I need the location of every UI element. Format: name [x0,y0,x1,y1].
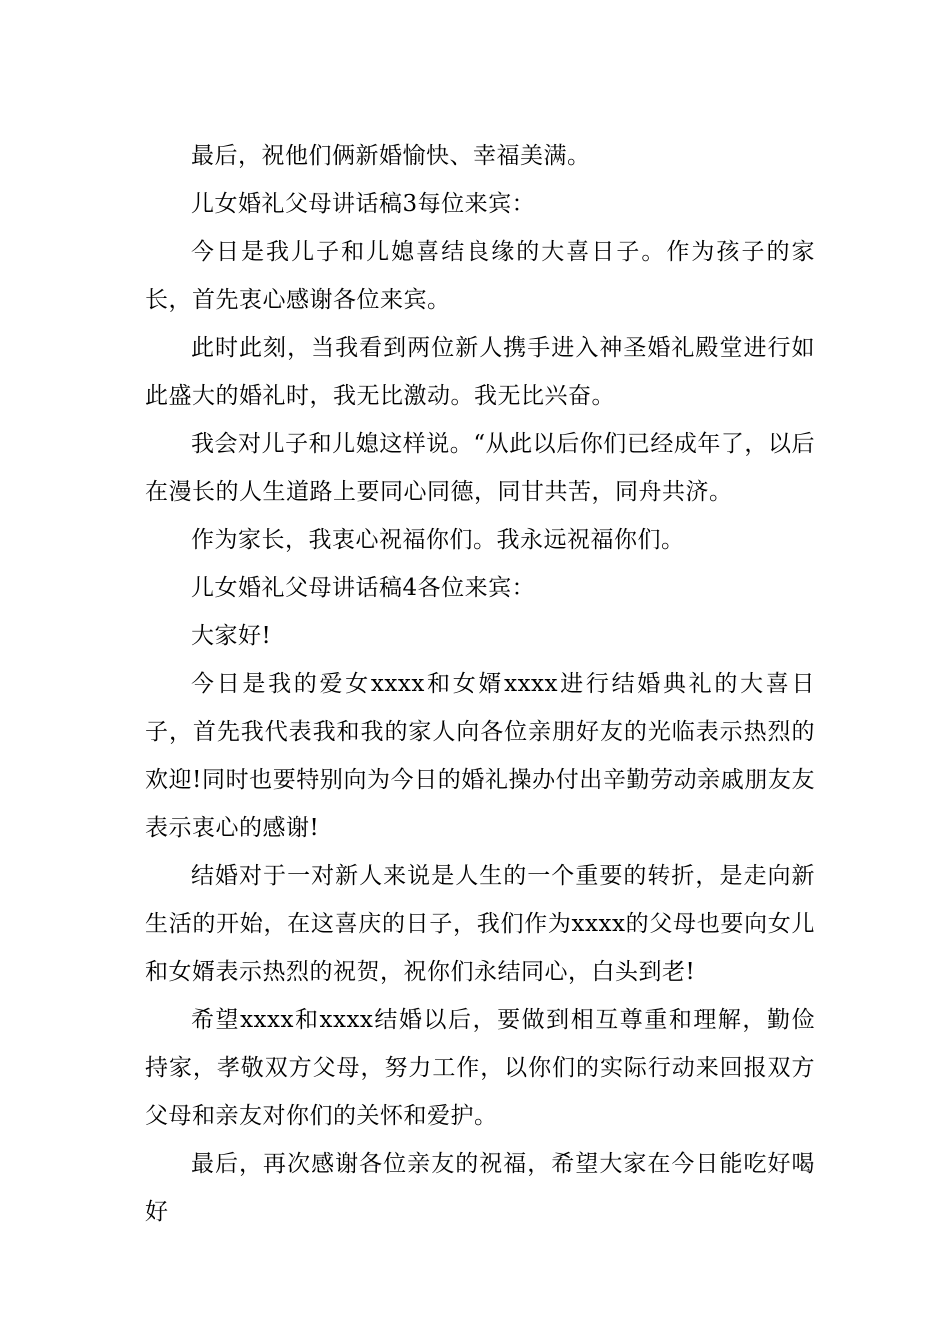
paragraph-speech-4-welcome: 今日是我的爱女xxxx和女婿xxxx进行结婚典礼的大喜日子，首先我代表我和我的家人向各位亲朋好友的光临表示热烈的欢迎!同时也要特别向为今日的婚礼操办付出辛勤劳动亲戚朋友友表示衷心的感谢! [145,671,815,841]
paragraph-speech-4-closing: 最后，再次感谢各位亲友的祝福，希望大家在今日能吃好喝好 [145,1151,815,1225]
paragraph-speech-4-hope: 希望xxxx和xxxx结婚以后，要做到相互尊重和理解，勤俭持家，孝敬双方父母，努力工作，以你们的实际行动来回报双方父母和亲友对你们的关怀和爱护。 [145,1007,815,1129]
paragraph-speech-3-opening: 今日是我儿子和儿媳喜结良缘的大喜日子。作为孩子的家长，首先衷心感谢各位来宾。 [145,239,815,313]
paragraph-closing-wish: 最后，祝他们俩新婚愉快、幸福美满。 [191,143,591,169]
paragraph-speech-3-blessing: 作为家长，我衷心祝福你们。我永远祝福你们。 [191,527,685,553]
paragraph-speech-4-marriage: 结婚对于一对新人来说是人生的一个重要的转折，是走向新生活的开始，在这喜庆的日子，我们作为xxxx的父母也要向女儿和女婿表示热烈的祝贺，祝你们永结同心，白头到老! [145,863,815,985]
paragraph-heading-speech-3: 儿女婚礼父母讲话稿3每位来宾： [191,191,536,217]
document-body [145,132,815,1236]
paragraph-greeting: 大家好! [191,623,272,649]
paragraph-heading-speech-4: 儿女婚礼父母讲话稿4各位来宾： [191,575,536,601]
paragraph-speech-3-moment: 此时此刻，当我看到两位新人携手进入神圣婚礼殿堂进行如此盛大的婚礼时，我无比激动。我无比兴奋。 [145,335,815,409]
paragraph-speech-3-advice: 我会对儿子和儿媳这样说。“从此以后你们已经成年了，以后在漫长的人生道路上要同心同德，同甘共苦，同舟共济。 [145,431,815,505]
